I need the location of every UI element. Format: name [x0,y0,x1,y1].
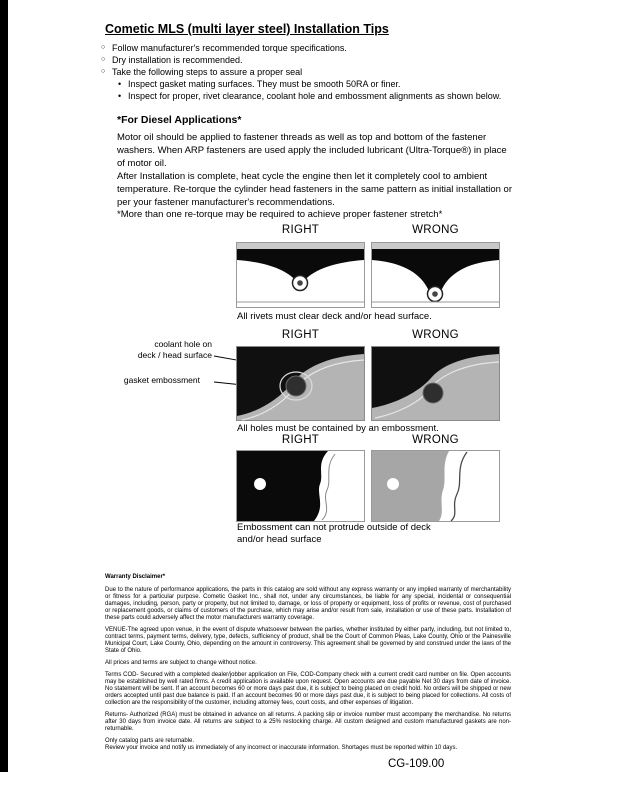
left-edge-bar [0,0,8,772]
diesel-paragraph-1: Motor oil should be applied to fastener threads as well as top and bottom of the fastener washers. When ARP fasteners are used apply the included lubricant (Ultra-Torque®) in place of motor oil. [117,132,507,169]
rivet-right-diagram [236,242,365,308]
venue-paragraph: VENUE-The agreed upon venue, in the event of dispute whatsoever between the parties, whether instituted by either party, including, but not limited to, contract terms, payment terms, delivery, type, defects, sufficiency of product, shall be the Court of Common Pleas, Lake County, Ohio or the Painesville Municipal Court, Lake County, Ohio, depending on the amount in controversy. This agreement shall be governed by and construed under the laws of the State of Ohio. [105,627,511,654]
embossment-callout: gasket embossment [123,375,200,385]
hole-wrong-diagram [371,346,500,421]
coolant-hole [254,478,266,490]
sub-tips-list [118,78,541,102]
tips-list [101,42,541,102]
rivet-right-figure [236,242,365,308]
warranty-disclaimer-section [105,574,511,757]
rivet-wrong-diagram [371,242,500,308]
tip-item: ○ Take the following steps to assure a proper seal [101,66,541,78]
coolant-hole [423,383,443,403]
hole-wrong-figure [371,346,500,421]
catalog-parts-line: Only catalog parts are returnable. [105,738,195,744]
embossment-wrong-figure [371,450,500,522]
diesel-paragraph-2: After Installation is complete, heat cycle the engine then let it completely cool to ambient temperature. Re-torque the cylinder head fasteners in the same pattern as initial installation or per your fastener manufacturer's recommendations. [117,171,512,208]
returns-paragraph: Returns- Authorized (RGA) must be obtained in advance on all returns. A packing slip or invoice number must accompany the merchandise. No returns after 30 days from invoice date. All returns are subject to a 25% restocking charge. All custom designed and custom manufactured gaskets are non-returnable. [105,712,511,732]
figure-caption-rivets: All rivets must clear deck and/or head surface. [237,311,432,322]
embossment-caption-line1: Embossment can not protrude outside of deck [237,522,431,533]
figure-caption-embossment [237,522,431,546]
page-title: Cometic MLS (multi layer steel) Installation Tips [105,22,389,36]
retorque-note: *More than one re-torque may be required to achieve proper fastener stretch* [117,209,443,220]
coolant-callout-line1: coolant hole on [154,339,212,349]
figure-caption-holes: All holes must be contained by an embossment. [237,423,439,434]
warranty-disclaimer-heading: Warranty Disclaimer* [105,574,166,580]
right-label-row3: RIGHT [281,434,320,446]
subtip-item: • Inspect for proper, rivet clearance, coolant hole and embossment alignments as shown below. [118,90,541,102]
hole-right-figure [236,346,365,421]
right-label-row1: RIGHT [281,224,320,236]
embossment-caption-line2: and/or head surface [237,534,322,545]
diesel-applications-heading: *For Diesel Applications* [117,114,242,126]
wrong-label-row1: WRONG [412,224,459,236]
warranty-paragraph: Due to the nature of performance applications, the parts in this catalog are sold without any express warranty or any implied warranty of merchantability or fitness for a particular purpose. Cometic Gasket Inc., shall not, under any circumstances, be liable for any special, incidental or consequential damages, including, person, party or property, but not limited to, damage, or loss of property or equipment, loss of profits or revenue, cost of purchased or replacement goods, or claims of customers of the purchase, which may arise and/or result from sale, installation or use of these parts. Installation of these parts could adversely affect the motor manufacturers warranty coverage. [105,587,511,621]
page-code: CG-109.00 [388,758,445,770]
coolant-hole [387,478,399,490]
coolant-hole [286,376,306,396]
embossment-wrong-diagram [371,450,500,522]
review-invoice-line: Review your invoice and notify us immediately of any incorrect or inaccurate information. Shortages must be reported within 10 days. [105,745,458,751]
prices-paragraph: All prices and terms are subject to change without notice. [105,660,257,666]
rivet-wrong-figure [371,242,500,308]
coolant-hole-callout [102,339,212,361]
terms-cod-paragraph: Terms COD- Secured with a completed dealer/jobber application on File, COD-Company check with a current credit card number on file. Open accounts may be established by well rated firms. A credit application is available upon request. Open accounts are due payable Net 30 days from date of invoice. No statement will be sent. If an account becomes 60 or more days past due, it is subject to being placed on credit hold. No orders will be shipped or new orders accepted until past due balance is paid. If an account becomes 90 or more days past due, it is subject to being placed for collections. All costs of collection are the responsibility of the customer, including attorney fees, court costs, and other expenses of litigation. [105,672,511,706]
subtip-item: • Inspect gasket mating surfaces. They must be smooth 50RA or finer. [118,78,541,90]
embossment-right-diagram [236,450,365,522]
coolant-callout-line2: deck / head surface [137,350,212,360]
tip-item: ○ Dry installation is recommended. [101,54,541,66]
tip-item: ○ Follow manufacturer's recommended torque specifications. [101,42,541,54]
embossment-right-figure [236,450,365,522]
hole-right-diagram [236,346,365,421]
right-label-row2: RIGHT [281,329,320,341]
wrong-label-row3: WRONG [412,434,459,446]
wrong-label-row2: WRONG [412,329,459,341]
